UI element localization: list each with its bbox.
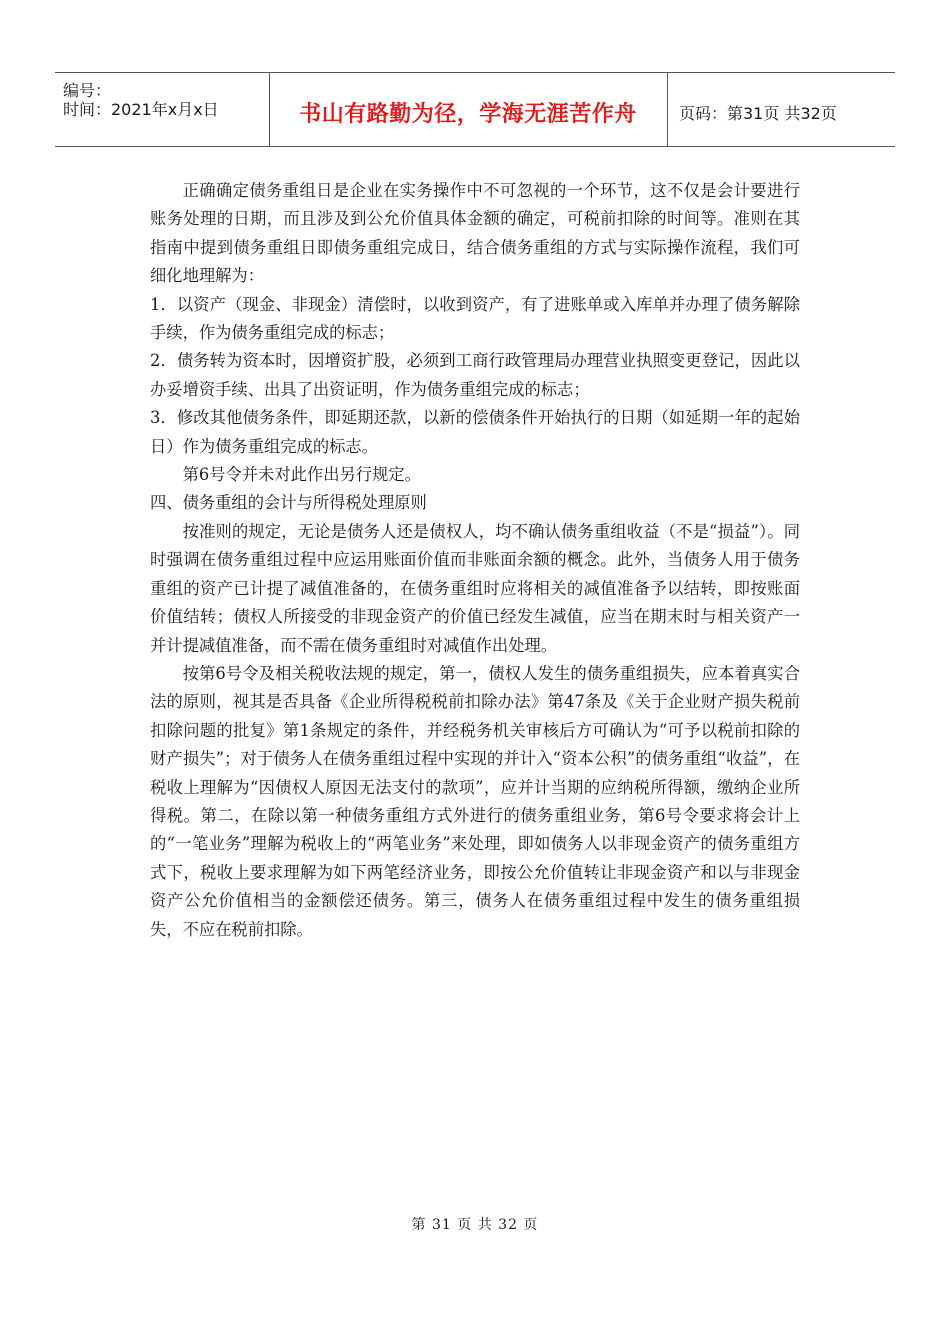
document-number-label: 编号： [63, 81, 112, 100]
header-page-cell [667, 73, 895, 146]
page-footer: 第 31 页 共 32 页 [411, 1217, 539, 1233]
body-paragraph: 第6号令并未对此作出另行规定。 [182, 465, 421, 485]
body-paragraph: 正确确定债务重组日是企业在实务操作中不可忽视的一个环节，这不仅是会计要进行账务处理的日期，而且涉及到公允价值具体金额的确定，可税前扣除的时间等。准则在其指南中提到债务重组日即债务重组完成日，结合债务重组的方式与实际操作流程，我们可细化地理解为： [150, 181, 800, 286]
list-item: 3．修改其他债务条件，即延期还款，以新的偿债条件开始执行的日期（如延期一年的起始日）作为债务重组完成的标志。 [150, 408, 800, 456]
document-time-label: 时间：2021年x月x日 [63, 100, 219, 119]
header-meta-cell [55, 73, 270, 146]
list-item: 1．以资产（现金、非现金）清偿时，以收到资产，有了进账单或入库单并办理了债务解除手续，作为债务重组完成的标志； [150, 294, 800, 343]
header-motto: 书山有路勤为径，学海无涯苦作舟 [299, 102, 637, 127]
document-body [150, 177, 800, 944]
header-motto-cell [269, 73, 668, 146]
body-paragraph: 按第6号令及相关税收法规的规定，第一，债权人发生的债务重组损失，应本着真实合法的原则，视其是否具备《企业所得税税前扣除办法》第47条及《关于企业财产损失税前扣除问题的批复》第1条规定的条件，并经税务机关审核后方可确认为“可予以税前扣除的财产损失”；对于债务人在债务重组过程中实现的并计入“资本公积”的债务重组“收益”，在税收上理解为“因债权人原因无法支付的款项”，应并计当期的应纳税所得额，缴纳企业所得税。第二，在除以第一种债务重组方式外进行的债务重组业务，第6号令要求将会计上的“一笔业务”理解为税收上的“两笔业务”来处理，即如债务人以非现金资产的债务重组方式下，税收上要求理解为如下两笔经济业务，即按公允价值转让非现金资产和以与非现金资产公允价值相当的金额偿还债务。第三，债务人在债务重组过程中发生的债务重组损失，不应在税前扣除。 [150, 663, 800, 939]
page-header [55, 72, 895, 147]
header-page-number: 页码：第31页 共32页 [679, 104, 837, 123]
body-paragraph: 按准则的规定，无论是债务人还是债权人，均不确认债务重组收益（不是“损益”）。同时强调在债务重组过程中应运用账面价值而非账面余额的概念。此外，当债务人用于债务重组的资产已计提了减值准备的，在债务重组时应将相关的减值准备予以结转，即按账面价值结转；债权人所接受的非现金资产的价值已经发生减值，应当在期末时与相关资产一并计提减值准备，而不需在债务重组时对减值作出处理。 [150, 521, 800, 655]
list-item: 2．债务转为资本时，因增资扩股，必须到工商行政管理局办理营业执照变更登记，因此以办妥增资手续、出具了出资证明，作为债务重组完成的标志； [150, 351, 800, 399]
section-heading: 四、债务重组的会计与所得税处理原则 [150, 493, 427, 513]
